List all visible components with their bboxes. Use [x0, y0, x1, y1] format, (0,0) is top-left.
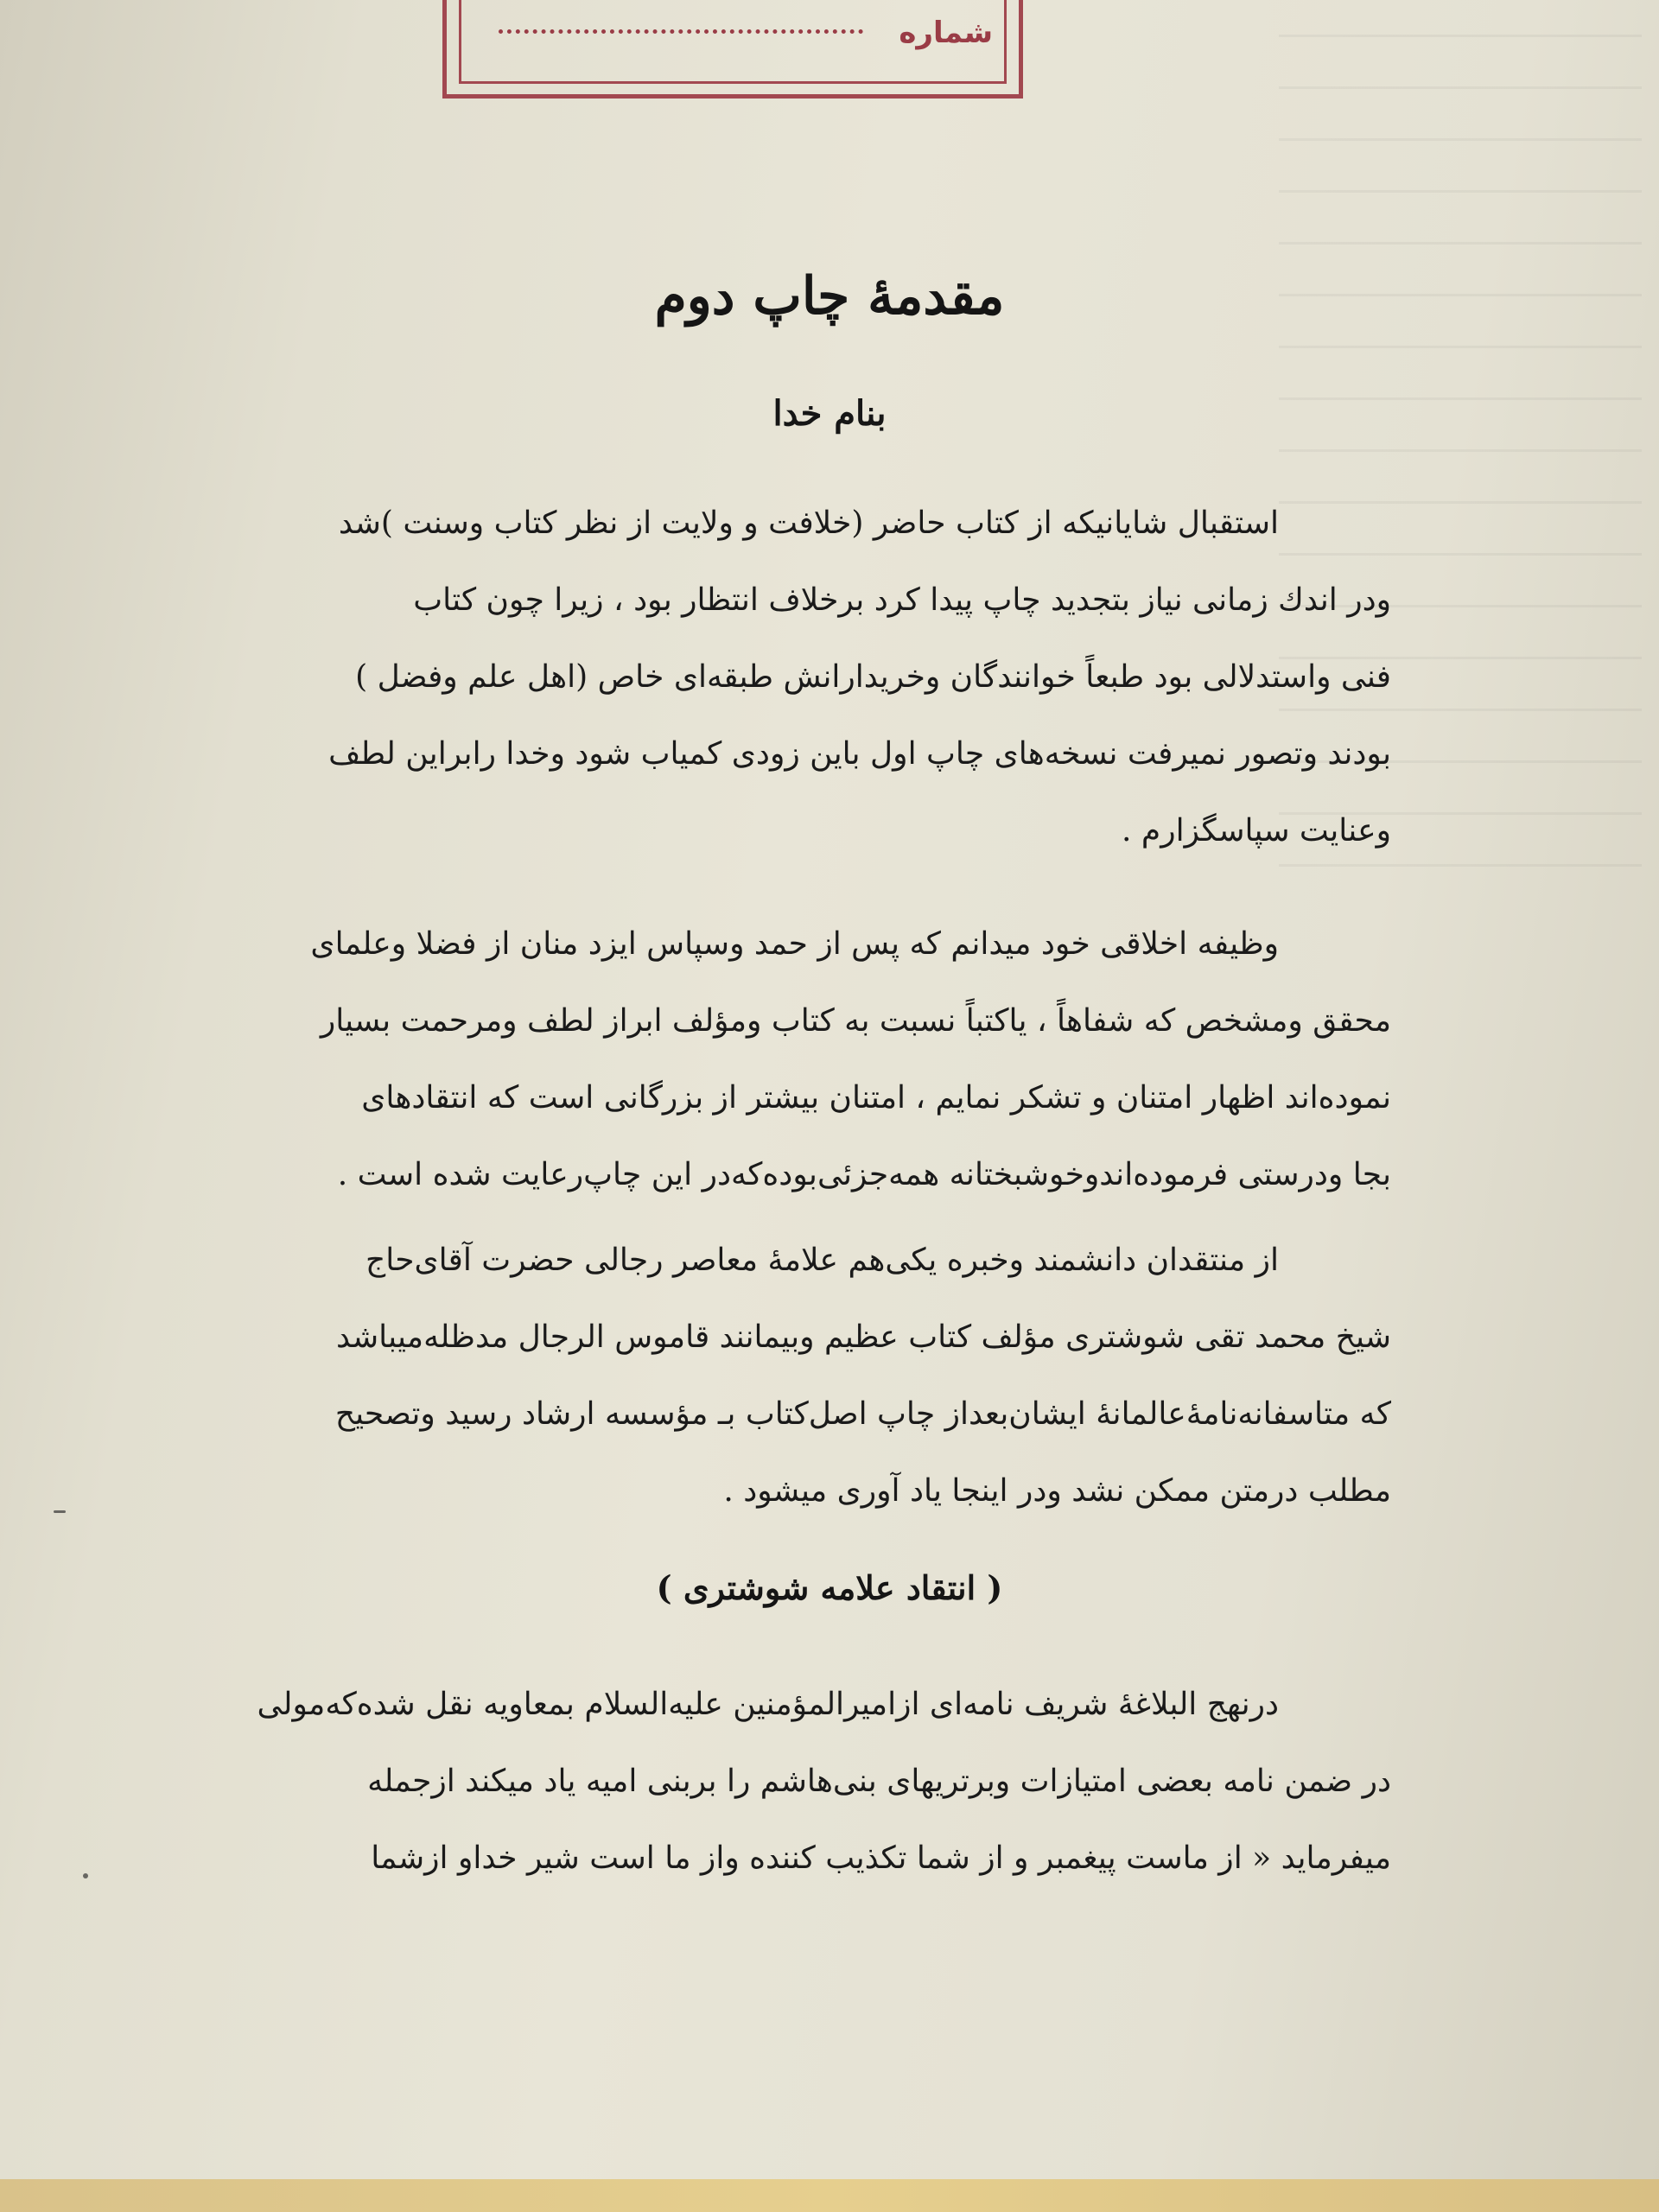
paragraph1-line: ودر اندك زمانی نیاز بتجدید چاپ پیدا کرد برخلاف انتظار بود ، زیرا چون کتاب	[413, 582, 1391, 618]
paragraph1-line: وعنایت سپاسگزارم .	[1122, 813, 1391, 849]
paper-mark	[83, 1873, 88, 1878]
paragraph3-line: مطلب درمتن ممکن نشد ودر اینجا یاد آوری میشود .	[723, 1473, 1391, 1509]
section-heading: ( انتقاد علامه شوشتری )	[656, 1568, 1003, 1607]
paragraph3-line: که متاسفانه‌نامهٔ‌عالمانهٔ ایشان‌بعداز چاپ اصل‌کتاب بـ مؤسسه ارشاد رسید وتصحیح	[334, 1396, 1391, 1432]
paragraph2-line: نموده‌اند اظهار امتنان و تشکر نمایم ، امتنان بیشتر از بزرگانی است که انتقادهای	[361, 1080, 1391, 1116]
paragraph1-line: بودند وتصور نمیرفت نسخه‌های چاپ اول باین زودی کمیاب شود وخدا رابراین لطف	[328, 736, 1391, 772]
paragraph4-line: میفرماید « از ماست پیغمبر و از شما تکذیب کننده واز ما است شیر خداو ازشما	[371, 1840, 1391, 1876]
page-title: مقدمهٔ چاپ دوم	[654, 266, 1005, 327]
paragraph1-line: استقبال شایانیکه از کتاب حاضر (خلافت و ولایت از نظر کتاب وسنت )شد	[338, 505, 1279, 541]
stamp-number-label: شماره	[899, 16, 993, 50]
stamp-dotted-line	[499, 29, 863, 34]
paragraph4-line: درنهج البلاغهٔ شریف نامه‌ای ازامیرالمؤمنین علیه‌السلام بمعاویه نقل شده‌که‌مولی	[257, 1687, 1279, 1722]
paragraph3-line: از منتقدان دانشمند وخبره یکی‌هم علامهٔ معاصر رجالی حضرت آقای‌حاج	[365, 1243, 1279, 1278]
desk-surface	[0, 2179, 1659, 2212]
page-subtitle: بنام خدا	[772, 393, 887, 434]
paragraph3-line: شیخ محمد تقی شوشتری مؤلف کتاب عظیم وبیمانند قاموس الرجال مدظله‌میباشد	[336, 1319, 1391, 1355]
paragraph2-line: وظیفه اخلاقی خود میدانم که پس از حمد وسپاس ایزد منان از فضلا وعلمای	[310, 926, 1279, 962]
paper-mark	[54, 1510, 66, 1513]
paragraph2-line: محقق ومشخص که شفاهاً ، یاکتباً نسبت به کتاب ومؤلف ابراز لطف ومرحمت بسیار	[320, 1003, 1391, 1039]
paragraph2-line: بجا ودرستی فرموده‌اندوخوشبختانه همه‌جزئی‌بوده‌که‌در این چاپ‌رعایت شده است .	[337, 1157, 1391, 1192]
library-stamp	[442, 0, 1023, 99]
paragraph4-line: در ضمن نامه بعضی امتیازات وبرتریهای بنی‌هاشم را بربنی امیه یاد میکند ازجمله	[367, 1764, 1391, 1799]
paragraph1-line: فنی واستدلالی بود طبعاً خوانندگان وخریدارانش طبقه‌ای خاص (اهل علم وفضل )	[355, 659, 1391, 695]
